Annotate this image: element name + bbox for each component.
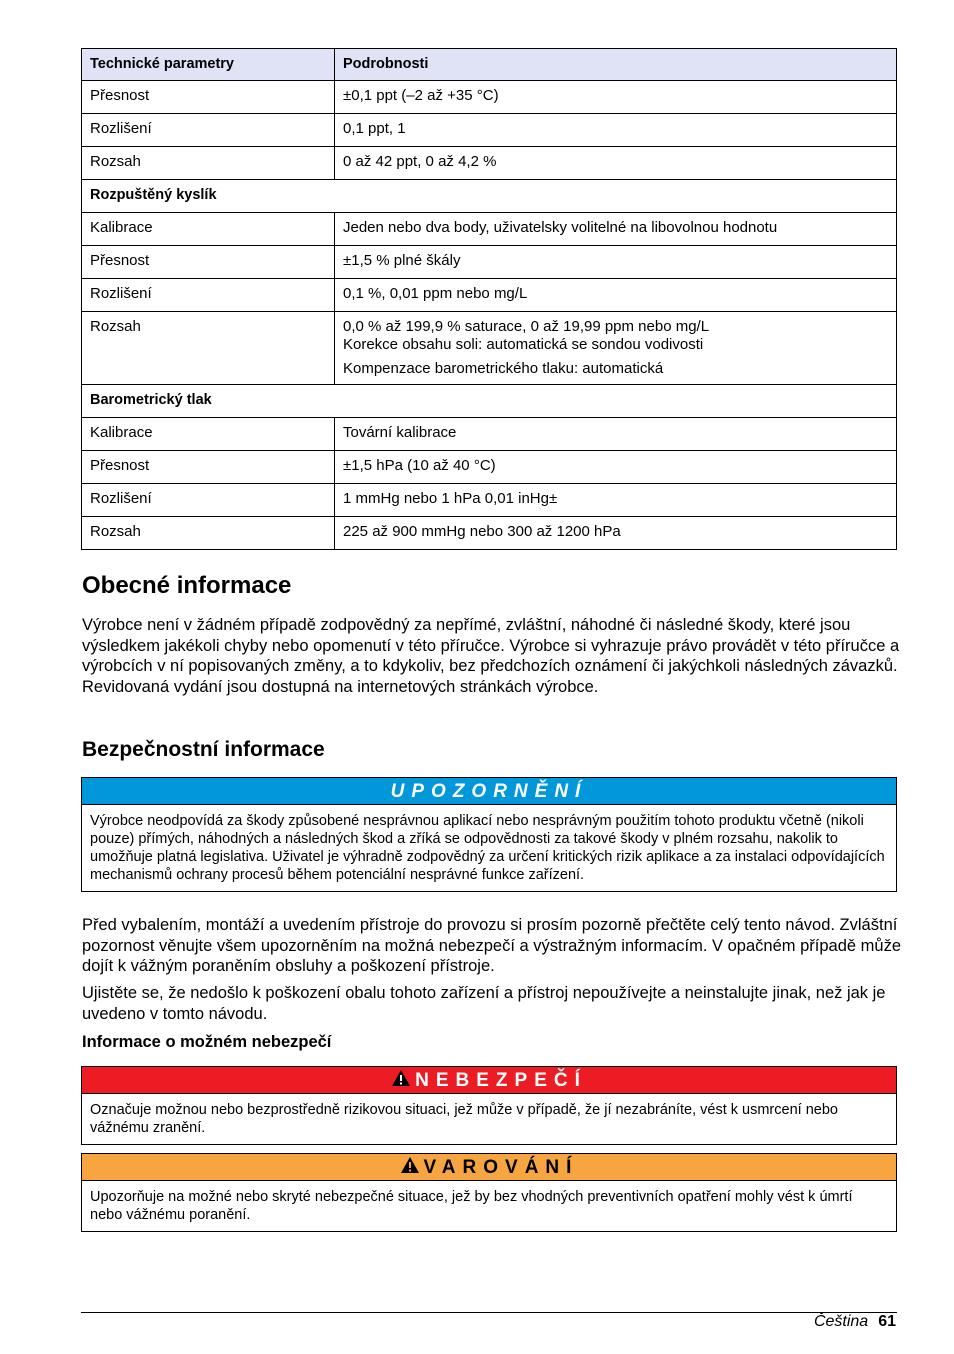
warning-label: VAROVÁNÍ bbox=[423, 1157, 579, 1178]
safety-info-heading: Bezpečnostní informace bbox=[82, 738, 325, 761]
table-section-row bbox=[82, 180, 897, 213]
detail-cell: 225 až 900 mmHg nebo 300 až 1200 hPa bbox=[335, 517, 897, 550]
page-number: 61 bbox=[878, 1313, 896, 1330]
specifications-table bbox=[81, 48, 897, 550]
param-cell: Kalibrace bbox=[82, 213, 335, 246]
param-cell: Kalibrace bbox=[82, 418, 335, 451]
table-row bbox=[82, 517, 897, 550]
detail-cell: ±1,5 % plné škály bbox=[335, 246, 897, 279]
param-cell: Rozsah bbox=[82, 517, 335, 550]
table-row bbox=[82, 246, 897, 279]
param-cell: Rozlišení bbox=[82, 484, 335, 517]
detail-cell-multiline bbox=[335, 312, 897, 385]
safety-paragraph: Ujistěte se, že nedošlo k poškození obalu tohoto zařízení a přístroj nepoužívejte a neinstalujte jinak, než jak je uvedeno v tomto návodu. bbox=[82, 984, 886, 1023]
section-oxygen-label: Rozpuštěný kyslík bbox=[82, 180, 897, 213]
footer-language: Čeština bbox=[813, 1313, 869, 1330]
detail-cell: Jeden nebo dva body, uživatelsky volitelné na libovolnou hodnotu bbox=[335, 213, 897, 246]
table-section-row bbox=[82, 385, 897, 418]
detail-cell: 1 mmHg nebo 1 hPa 0,01 inHg± bbox=[335, 484, 897, 517]
column-header-details: Podrobnosti bbox=[335, 49, 897, 81]
general-info-heading: Obecné informace bbox=[82, 572, 292, 599]
general-info-text: Výrobce není v žádném případě zodpovědný za nepřímé, zvláštní, náhodné či následné škody, které jsou výsledkem jakékoli chyby nebo opomenutí v této příručce. Výrobce si vyhrazuje právo provádět v této příručce a výrobcích v ní popisovaných změny, a to kdykoliv, bez předchozích oznámení či jakýchkoli následných závazků. Revidovaná vydání jsou dostupná na internetových stránkách výrobce. bbox=[82, 616, 900, 696]
footer-divider bbox=[81, 1312, 897, 1313]
table-row bbox=[82, 484, 897, 517]
table-row bbox=[82, 418, 897, 451]
page-footer bbox=[814, 1312, 896, 1332]
detail-cell: 0 až 42 ppt, 0 až 4,2 % bbox=[335, 147, 897, 180]
param-cell: Přesnost bbox=[82, 451, 335, 484]
notice-text: Výrobce neodpovídá za škody způsobené nesprávnou aplikací nebo nesprávným použitím tohoto produktu včetně (nikoli pouze) přímých, náhodných a následných škod a zříká se odpovědnosti za takové škody v plném rozsahu, nakolik to umožňuje platná legislativa. Uživatel je výhradně zodpovědný za určení kritických rizik aplikace a za instalaci odpovídajících mechanismů ochrany procesů během potenciální nesprávné funkce zařízení. bbox=[90, 813, 885, 883]
danger-label: NEBEZPEČÍ bbox=[415, 1070, 587, 1091]
table-row bbox=[82, 81, 897, 114]
detail-cell: Tovární kalibrace bbox=[335, 418, 897, 451]
warning-text: Upozorňuje na možné nebo skryté nebezpečné situace, jež by bez vhodných preventivních opatření mohly vést k úmrtí nebo vážnému poranění. bbox=[90, 1189, 853, 1223]
detail-cell: ±0,1 ppt (–2 až +35 °C) bbox=[335, 81, 897, 114]
warning-header bbox=[82, 1154, 896, 1181]
warning-box bbox=[81, 1153, 897, 1232]
table-row bbox=[82, 114, 897, 147]
table-row bbox=[82, 213, 897, 246]
detail-line: 0,0 % až 199,9 % saturace, 0 až 19,99 ppm nebo mg/L bbox=[343, 318, 710, 335]
param-cell: Přesnost bbox=[82, 81, 335, 114]
notice-box bbox=[81, 777, 897, 892]
param-cell: Rozsah bbox=[82, 147, 335, 180]
notice-label: UPOZORNĚNÍ bbox=[82, 778, 896, 805]
warning-triangle-icon bbox=[400, 1156, 420, 1174]
param-cell: Rozlišení bbox=[82, 114, 335, 147]
detail-cell: ±1,5 hPa (10 až 40 °C) bbox=[335, 451, 897, 484]
param-cell: Rozsah bbox=[82, 312, 335, 385]
danger-box bbox=[81, 1066, 897, 1145]
section-baro-label: Barometrický tlak bbox=[82, 385, 897, 418]
hazard-info-heading: Informace o možném nebezpečí bbox=[82, 1033, 332, 1051]
danger-header bbox=[82, 1067, 896, 1094]
table-row bbox=[82, 451, 897, 484]
table-row bbox=[82, 312, 897, 385]
danger-text: Označuje možnou nebo bezprostředně rizikovou situaci, jež může v případě, že jí nezabráníte, vést k usmrcení nebo vážnému zranění. bbox=[90, 1102, 838, 1136]
detail-cell: 0,1 ppt, 1 bbox=[335, 114, 897, 147]
param-cell: Přesnost bbox=[82, 246, 335, 279]
column-header-parameters: Technické parametry bbox=[82, 49, 335, 81]
warning-triangle-icon bbox=[391, 1069, 411, 1087]
detail-line: Kompenzace barometrického tlaku: automatická bbox=[343, 360, 664, 377]
param-cell: Rozlišení bbox=[82, 279, 335, 312]
table-row bbox=[82, 279, 897, 312]
table-row bbox=[82, 147, 897, 180]
detail-cell: 0,1 %, 0,01 ppm nebo mg/L bbox=[335, 279, 897, 312]
detail-line: Korekce obsahu soli: automatická se sondou vodivosti bbox=[343, 336, 704, 353]
safety-paragraph: Před vybalením, montáží a uvedením přístroje do provozu si prosím pozorně přečtěte celý tento návod. Zvláštní pozornost věnujte všem upozorněním na možná nebezpečí a výstražným informacím. V opačném případě může dojít k vážným poraněním obsluhy a poškození přístroje. bbox=[82, 916, 901, 975]
table-header-row bbox=[82, 49, 897, 81]
